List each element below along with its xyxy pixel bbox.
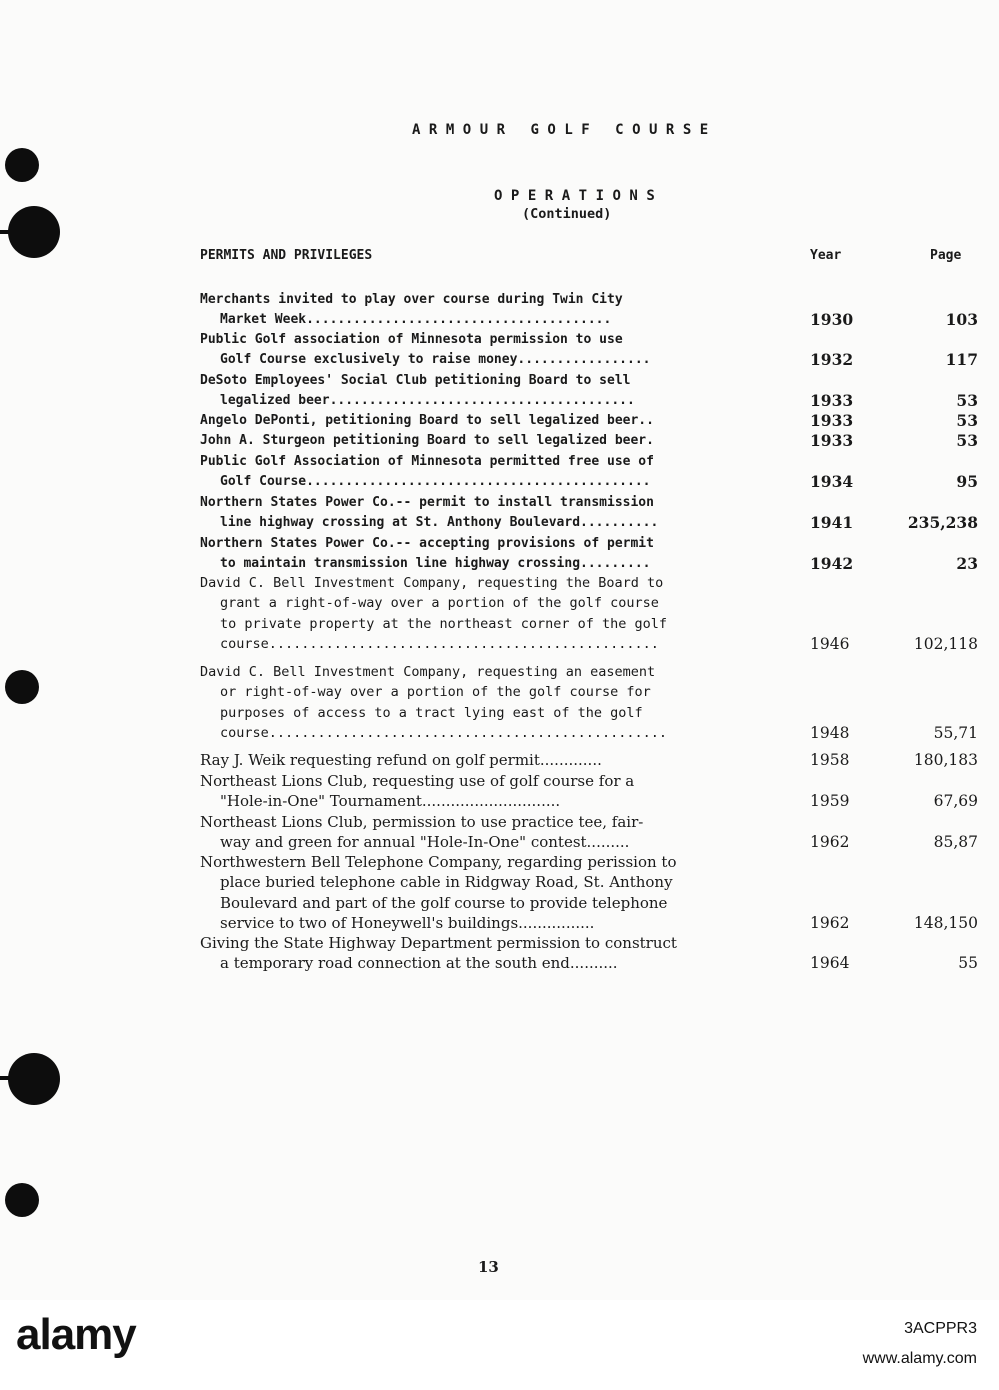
entry-year: 1933 (810, 431, 854, 450)
entry-year: 1962 (810, 913, 850, 932)
list-item (200, 573, 980, 654)
entry-text-line: or right-of-way over a portion of the golf course for (220, 684, 651, 701)
entry-text-line: Northeast Lions Club, requesting use of golf course for a (200, 772, 635, 790)
section-title: OPERATIONS (494, 188, 664, 204)
list-item (200, 431, 980, 451)
entry-text-line: place buried telephone cable in Ridgway Road, St. Anthony (220, 873, 673, 892)
entry-text-line: purposes of access to a tract lying east of the golf (220, 704, 643, 721)
column-header-year: Year (810, 248, 842, 263)
list-item (200, 452, 980, 493)
list-item (200, 812, 980, 853)
entry-year: 1941 (810, 513, 854, 533)
entry-page: 235,238 (907, 513, 978, 533)
entry-text-line: a temporary road connection at the south end.......... (220, 954, 618, 973)
entry-text-line: Market Week....................................... (220, 312, 612, 328)
list-item (200, 750, 980, 770)
entry-page: 67,69 (933, 792, 978, 811)
entry-text-line: Giving the State Highway Department permission to construct (200, 934, 677, 952)
entry-text-line: way and green for annual "Hole-In-One" contest......... (220, 833, 630, 852)
document-title: ARMOUR GOLF COURSE (412, 122, 717, 138)
entry-text-line: "Hole-in-One" Tournament............................. (220, 792, 561, 811)
entry-text-line: Northern States Power Co.-- accepting provisions of permit (200, 536, 654, 551)
page-number: 13 (478, 1258, 499, 1276)
entry-text-line: Northeast Lions Club, permission to use practice tee, fair- (200, 813, 644, 831)
entry-page: 85,87 (933, 833, 978, 852)
list-item (200, 933, 980, 974)
entry-year: 1958 (810, 751, 850, 769)
entry-year: 1946 (810, 634, 850, 653)
binder-tab (0, 1076, 22, 1080)
entry-text-line: DeSoto Employees' Social Club petitioning Board to sell (200, 373, 631, 388)
watermark-bar (0, 1300, 999, 1390)
list-item (200, 371, 980, 412)
entry-text-line: Merchants invited to play over course during Twin City (200, 292, 623, 307)
entry-text-line: Angelo DePonti, petitioning Board to sell legalized beer.. (200, 413, 654, 428)
list-item (200, 662, 980, 743)
section-note: (Continued) (522, 206, 612, 222)
entry-year: 1933 (810, 391, 854, 411)
watermark-image-code: 3ACPPR3 (904, 1320, 977, 1337)
entry-page: 23 (956, 554, 978, 574)
entry-text-line: Public Golf association of Minnesota permission to use (200, 332, 623, 347)
entry-text-line: Ray J. Weik requesting refund on golf permit............. (200, 751, 602, 769)
entry-year: 1932 (810, 350, 854, 370)
column-header-page: Page (930, 248, 962, 263)
entry-text-line: John A. Sturgeon petitioning Board to sell legalized beer. (200, 433, 654, 448)
entry-text-line: service to two of Honeywell's buildings................ (220, 913, 595, 932)
entry-year: 1942 (810, 554, 854, 574)
entry-text-line: David C. Bell Investment Company, requesting the Board to (200, 575, 664, 591)
list-item (200, 534, 980, 575)
entry-text-line: David C. Bell Investment Company, requesting an easement (200, 664, 656, 680)
entry-year: 1934 (810, 472, 854, 492)
entry-text-line: line highway crossing at St. Anthony Boulevard.......... (220, 515, 659, 531)
binder-hole (5, 670, 39, 704)
entry-year: 1964 (810, 954, 850, 973)
entry-page: 55,71 (933, 723, 978, 742)
entry-text-line: Boulevard and part of the golf course to provide telephone (220, 893, 668, 912)
list-item (200, 493, 980, 534)
entry-page: 117 (945, 350, 978, 370)
binder-hole (5, 1183, 39, 1217)
entry-page: 53 (956, 411, 978, 430)
watermark-url: www.alamy.com (862, 1350, 977, 1367)
entry-text-line: Golf Course............................................ (220, 474, 651, 490)
list-item (200, 330, 980, 371)
entry-year: 1933 (810, 411, 854, 430)
entry-text-line: legalized beer....................................... (220, 393, 635, 409)
entry-text-line: grant a right-of-way over a portion of the golf course (220, 595, 659, 612)
entry-page: 148,150 (913, 913, 978, 932)
entry-year: 1948 (810, 723, 850, 742)
entry-page: 103 (945, 310, 978, 330)
binder-tab (0, 230, 22, 234)
entry-text-line: to maintain transmission line highway crossing......... (220, 556, 651, 572)
entry-page: 102,118 (913, 634, 978, 653)
watermark-logo: alamy (16, 1310, 136, 1359)
entry-page: 95 (956, 472, 978, 492)
entry-year: 1959 (810, 792, 850, 811)
list-item (200, 852, 980, 933)
entry-year: 1962 (810, 833, 850, 852)
entry-page: 53 (956, 391, 978, 411)
list-item (200, 290, 980, 331)
entry-year: 1930 (810, 310, 854, 330)
list-item (200, 771, 980, 812)
list-item (200, 411, 980, 431)
entry-text-line: Northwestern Bell Telephone Company, regarding perission to (200, 853, 677, 871)
binder-hole (5, 148, 39, 182)
entry-text-line: Public Golf Association of Minnesota permitted free use of (200, 454, 654, 469)
entry-text-line: to private property at the northeast corner of the golf (220, 615, 668, 632)
entry-page: 180,183 (913, 751, 978, 769)
entry-page: 55 (958, 954, 978, 973)
entry-text-line: course................................................. (220, 724, 668, 741)
entry-text-line: course................................................ (220, 635, 659, 652)
column-header-section: PERMITS AND PRIVILEGES (200, 248, 373, 263)
entry-text-line: Northern States Power Co.-- permit to install transmission (200, 495, 654, 510)
entry-page: 53 (956, 431, 978, 450)
entry-text-line: Golf Course exclusively to raise money................. (220, 352, 651, 368)
